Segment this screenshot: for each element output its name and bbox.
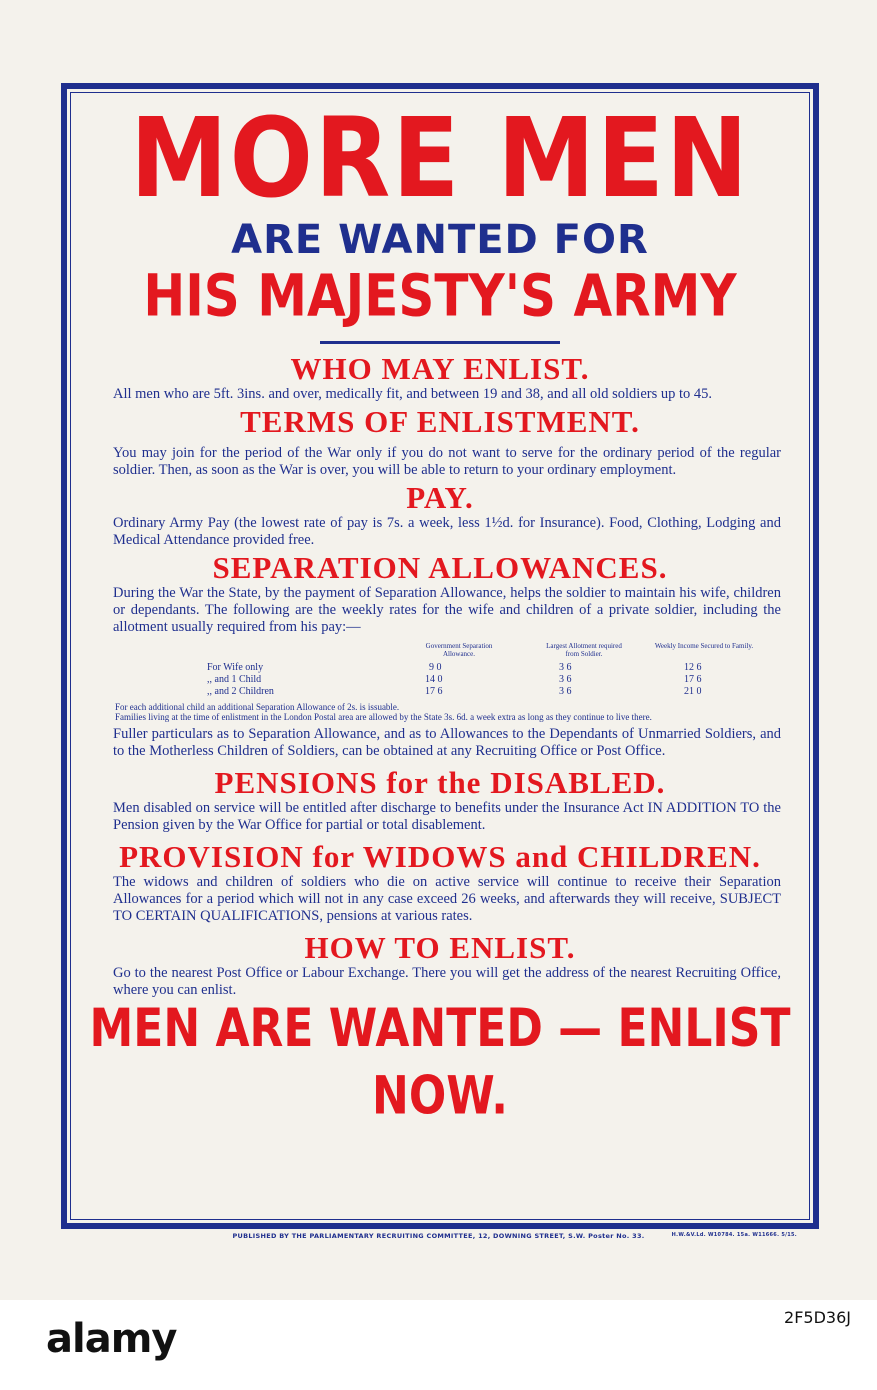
- title-his-majestys-army: HIS MAJESTY'S ARMY: [143, 262, 737, 330]
- row-value-b: 3 6: [559, 674, 572, 685]
- footer-printer: H.W.&V.Ld. W10784. 15a. W11666. 5/15.: [671, 1232, 797, 1238]
- row-label: ,, and 1 Child: [207, 674, 262, 685]
- title-are-wanted-for: ARE WANTED FOR: [231, 217, 649, 263]
- table-note-london: Families living at the time of enlistment in the London Postal area are allowed by the State 3s. 6d. a week extra as long as they continue to live there.: [115, 712, 652, 722]
- row-value-a: 14 0: [425, 674, 443, 685]
- col-head-allotment: Largest Allotment required from Soldier.: [546, 642, 622, 658]
- row-value-b: 3 6: [559, 686, 572, 697]
- image-id: 2F5D36J: [784, 1308, 851, 1327]
- heading-widows: PROVISION for WIDOWS and CHILDREN.: [119, 839, 761, 874]
- col-head-government: Government Separation Allowance.: [425, 642, 493, 658]
- table-row: [79, 686, 801, 697]
- row-value-c: 12 6: [684, 662, 702, 673]
- row-label: ,, and 2 Children: [207, 686, 274, 697]
- allowance-table: [79, 642, 801, 700]
- title-more-men: MORE MEN: [130, 95, 750, 223]
- footer-publisher: PUBLISHED BY THE PARLIAMENTARY RECRUITING COMMITTEE, 12, DOWNING STREET, S.W. Poster No. 33.: [232, 1232, 645, 1240]
- table-row: [79, 662, 801, 673]
- heading-terms: TERMS OF ENLISTMENT.: [240, 404, 640, 439]
- body-separation: During the War the State, by the payment of Separation Allowance, helps the soldier to maintain his wife, children or dependants. The following are the weekly rates for the wife and children of a private soldier, including the allotment usually required from his pay:—: [113, 585, 781, 635]
- row-value-a: 9 0: [429, 662, 442, 673]
- row-value-c: 21 0: [684, 686, 702, 697]
- row-label: For Wife only: [207, 662, 264, 673]
- poster-content: [79, 95, 801, 1127]
- title-divider: [320, 341, 560, 344]
- heading-separation: SEPARATION ALLOWANCES.: [212, 550, 668, 585]
- body-who-may-enlist: All men who are 5ft. 3ins. and over, medically fit, and between 19 and 38, and all old soldiers up to 45.: [113, 386, 713, 402]
- heading-pensions: PENSIONS for the DISABLED.: [214, 765, 666, 800]
- row-value-a: 17 6: [425, 686, 443, 697]
- heading-pay: PAY.: [406, 480, 474, 515]
- body-terms: You may join for the period of the War only if you do not want to serve for the ordinary period of the regular soldier. Then, as soon as the War is over, you will be able to return to your ordinary employment.: [113, 445, 781, 478]
- table-row: [79, 674, 801, 685]
- heading-how-to-enlist: HOW TO ENLIST.: [304, 930, 576, 965]
- final-slogan: MEN ARE WANTED — ENLIST NOW.: [89, 998, 791, 1127]
- poster-border: [61, 83, 819, 1229]
- body-how-to-enlist: Go to the nearest Post Office or Labour Exchange. There you will get the address of the nearest Recruiting Office, where you can enlist.: [113, 965, 781, 998]
- heading-who-may-enlist: WHO MAY ENLIST.: [290, 351, 590, 386]
- col-head-weekly: Weekly Income Secured to Family.: [654, 642, 754, 650]
- row-value-c: 17 6: [684, 674, 702, 685]
- body-widows: The widows and children of soldiers who die on active service will continue to receive their Separation Allowances for a period which will not in any case exceed 26 weeks, and afterwards they will receive, SUBJECT TO CERTAIN QUALIFICATIONS, pensions at various rates.: [113, 874, 781, 924]
- body-pensions: Men disabled on service will be entitled after discharge to benefits under the Insurance Act IN ADDITION TO the Pension given by the War Office for partial or total disablement.: [113, 800, 781, 833]
- body-separation-more: Fuller particulars as to Separation Allowance, and as to Allowances to the Dependants of Unmarried Soldiers, and to the Motherless Children of Soldiers, can be obtained at any Recruiting Office or Post Office.: [113, 726, 781, 759]
- row-value-b: 3 6: [559, 662, 572, 673]
- poster-footer: [0, 1232, 877, 1240]
- alamy-logo: alamy: [46, 1316, 177, 1362]
- table-note-additional-child: For each additional child an additional Separation Allowance of 2s. is issuable.: [115, 702, 400, 712]
- body-pay: Ordinary Army Pay (the lowest rate of pay is 7s. a week, less 1½d. for Insurance). Food, Clothing, Lodging and Medical Attendance provided free.: [113, 515, 781, 548]
